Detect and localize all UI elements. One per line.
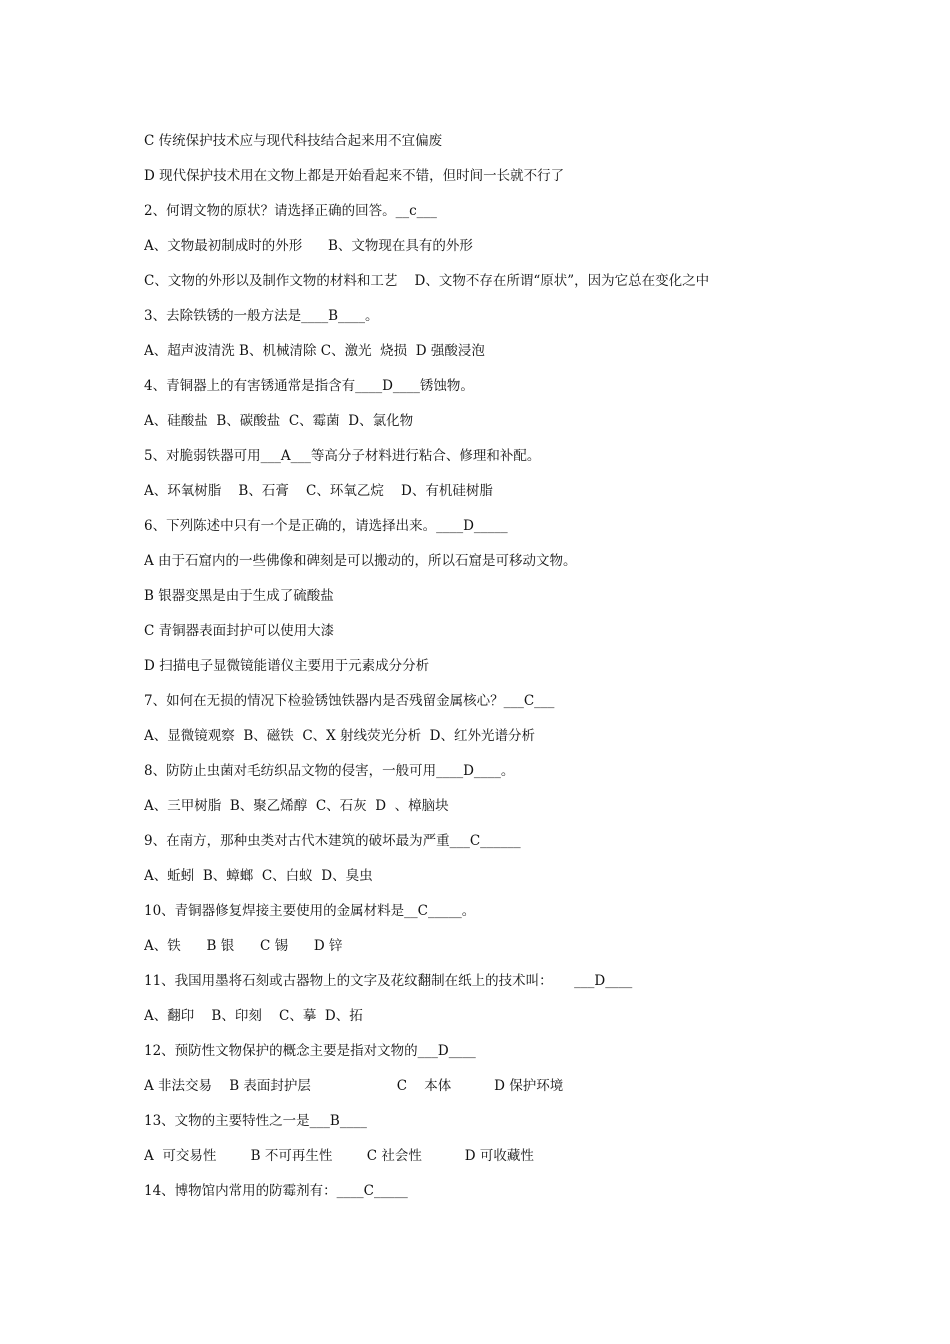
option-line: A、文物最初制成时的外形 B、文物现在具有的外形 xyxy=(144,238,473,254)
question-line: 3、去除铁锈的一般方法是____B____。 xyxy=(144,308,379,324)
question-line: 8、防防止虫菌对毛纺织品文物的侵害，一般可用____D____。 xyxy=(144,763,515,779)
document-body xyxy=(144,130,844,1215)
option-line: A、环氧树脂 B、石膏 C、环氧乙烷 D、有机硅树脂 xyxy=(144,483,493,499)
option-line: A 非法交易 B 表面封护层 C 本体 D 保护环境 xyxy=(144,1078,564,1094)
question-line: 9、在南方，那种虫类对古代木建筑的破坏最为严重___C______ xyxy=(144,833,521,849)
option-line: A、超声波清洗 B、机械清除 C、激光 烧损 D 强酸浸泡 xyxy=(144,343,485,359)
option-line: A 由于石窟内的一些佛像和碑刻是可以搬动的，所以石窟是可移动文物。 xyxy=(144,553,577,569)
option-line: A、硅酸盐 B、碳酸盐 C、霉菌 D、氯化物 xyxy=(144,413,414,429)
option-line: C、文物的外形以及制作文物的材料和工艺 D、文物不存在所谓“原状”，因为它总在变化之中 xyxy=(144,273,710,289)
question-line: 14、博物馆内常用的防霉剂有：____C_____ xyxy=(144,1183,408,1199)
option-line: A、蚯蚓 B、蟑螂 C、白蚁 D、臭虫 xyxy=(144,868,373,884)
question-line: 12、预防性文物保护的概念主要是指对文物的___D____ xyxy=(144,1043,476,1059)
option-line: D 现代保护技术用在文物上都是开始看起来不错，但时间一长就不行了 xyxy=(144,168,565,184)
option-line: A、三甲树脂 B、聚乙烯醇 C、石灰 D 、樟脑块 xyxy=(144,798,449,814)
question-line: 4、青铜器上的有害锈通常是指含有____D____锈蚀物。 xyxy=(144,378,474,394)
option-line: A、翻印 B、印刻 C、摹 D、拓 xyxy=(144,1008,363,1024)
question-line: 13、文物的主要特性之一是___B____ xyxy=(144,1113,367,1129)
option-line: A、铁 B 银 C 锡 D 锌 xyxy=(144,938,343,954)
option-line: A、显微镜观察 B、磁铁 C、X 射线荧光分析 D、红外光谱分析 xyxy=(144,728,535,744)
question-line: 7、如何在无损的情况下检验锈蚀铁器内是否残留金属核心？___C___ xyxy=(144,693,555,709)
option-line: B 银器变黑是由于生成了硫酸盐 xyxy=(144,588,334,604)
question-line: 2、何谓文物的原状？请选择正确的回答。__c___ xyxy=(144,203,437,219)
question-line: 11、我国用墨将石刻或古器物上的文字及花纹翻制在纸上的技术叫： ___D____ xyxy=(144,973,633,989)
option-line: C 青铜器表面封护可以使用大漆 xyxy=(144,623,335,639)
question-line: 10、青铜器修复焊接主要使用的金属材料是__C_____。 xyxy=(144,903,476,919)
question-line: 6、下列陈述中只有一个是正确的，请选择出来。____D_____ xyxy=(144,518,508,534)
option-line: D 扫描电子显微镜能谱仪主要用于元素成分分析 xyxy=(144,658,430,674)
question-line: 5、对脆弱铁器可用___A___等高分子材料进行粘合、修理和补配。 xyxy=(144,448,541,464)
option-line: A 可交易性 B 不可再生性 C 社会性 D 可收藏性 xyxy=(144,1148,534,1164)
option-line: C 传统保护技术应与现代科技结合起来用不宜偏废 xyxy=(144,133,443,149)
